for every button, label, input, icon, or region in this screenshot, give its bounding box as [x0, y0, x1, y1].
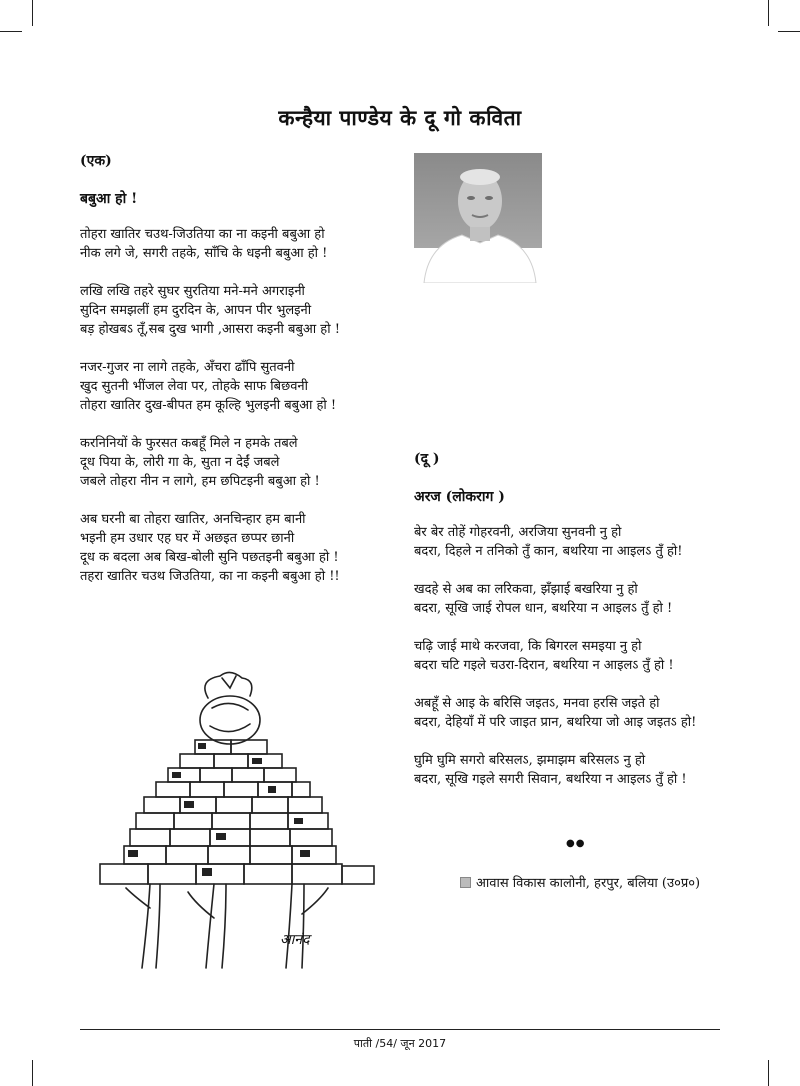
poem-line: बदरा चटि गइले चउरा-दिरान, बथरिया न आइलऽ तुँ हो ! — [414, 658, 674, 673]
poem-two-stanza — [414, 580, 744, 618]
crop-mark — [0, 31, 22, 32]
poem-line: सुदिन समझलीं हम दुरदिन के, आपन पीर भुलइनी — [80, 303, 312, 318]
poem-line: घुमि घुमि सगरो बरिसलऽ, झमाझम बरिसलऽ नु हो — [414, 753, 646, 768]
stanza-separator: ●● — [566, 838, 586, 849]
author-photo — [414, 153, 542, 283]
poem-line: चढ़ि जाई माथे करजवा, कि बिगरल समइया नु हो — [414, 639, 642, 654]
poem-line: तहरा खातिर चउथ जिउतिया, का ना कइनी बबुआ हो !! — [80, 569, 340, 584]
poem-line: खुद सुतनी भींजल लेवा पर, तोहके साफ बिछवनी — [80, 379, 309, 394]
poem-one-stanza — [80, 434, 410, 491]
poem-line: बेर बेर तोहें गोहरवनी, अरजिया सुनवनी नु हो — [414, 525, 622, 540]
poem-line: तोहरा खातिर चउथ-जिउतिया का ना कइनी बबुआ हो — [80, 227, 325, 242]
poem-line: बदरा, सूखि जाई रोपल धान, बथरिया न आइलऽ तुँ हो ! — [414, 601, 673, 616]
poem-one-title: बबुआ हो ! — [80, 191, 138, 207]
brick-layer — [100, 740, 374, 884]
crop-mark — [32, 1060, 33, 1086]
poem-two-title: अरज (लोकराग ) — [414, 489, 505, 505]
square-bullet-icon — [460, 877, 471, 888]
poem-one-stanza — [80, 225, 410, 263]
poem-line: नीक लगे जे, सगरी तहके, साँचि के धइनी बबुआ हो ! — [80, 246, 328, 261]
poem-one-label: (एक) — [80, 153, 112, 169]
poem-two-stanza — [414, 523, 744, 561]
poem-two-stanza — [414, 694, 744, 732]
poem-line: नजर-गुजर ना लागे तहके, अँचरा ढाँपि सुतवनी — [80, 360, 295, 375]
crop-mark — [32, 0, 33, 26]
poem-line: भइनी हम उधार एह घर में अछइत छप्पर छानी — [80, 531, 295, 546]
poem-line: लखि लखि तहरे सुघर सुरतिया मने-मने अगराइनी — [80, 284, 305, 299]
poem-line: अब घरनी बा तोहरा खातिर, अनचिन्हार हम बानी — [80, 512, 306, 527]
poem-one-stanza — [80, 358, 410, 415]
poem-line: बदरा, देहियाँ में परि जाइत प्रान, बथरिया जो आइ जइतऽ हो! — [414, 715, 697, 730]
poem-line: बड़ होखबऽ तूँ,सब दुख भागी ,आसरा कइनी बबुआ हो ! — [80, 322, 340, 337]
poem-line: अबहूँ से आइ के बरिसि जइतऽ, मनवा हरसि जइते हो — [414, 696, 660, 711]
footer-rule — [80, 1029, 720, 1030]
poem-line: तोहरा खातिर दुख-बीपत हम कूल्हि भुलइनी बबुआ हो ! — [80, 398, 337, 413]
page-footer: पाती /54/ जून 2017 — [353, 1037, 447, 1050]
poem-line: खदहे से अब का लरिकवा, झँझाई बखरिया नु हो — [414, 582, 638, 597]
brick-tower-sketch — [80, 668, 380, 978]
crop-mark — [778, 31, 800, 32]
sketch-signature: आनंद — [280, 932, 310, 948]
poem-line: बदरा, सूखि गइले सगरी सिवान, बथरिया न आइलऽ तुँ हो ! — [414, 772, 687, 787]
crop-mark — [768, 1060, 769, 1086]
poem-two-label: (दू ) — [414, 451, 440, 467]
poem-two-stanza — [414, 637, 744, 675]
author-address — [460, 873, 700, 891]
poem-one-stanza — [80, 510, 410, 586]
crop-mark — [768, 0, 769, 26]
poem-two-stanza — [414, 751, 744, 789]
address-text: आवास विकास कालोनी, हरपुर, बलिया (उ०प्र०) — [476, 876, 701, 891]
poem-line: बदरा, दिहले न तनिको तुँ कान, बथरिया ना आइलऽ तुँ हो! — [414, 544, 683, 559]
poem-line: करनिनियों के फुरसत कबहूँ मिले न हमके तबले — [80, 436, 298, 451]
poem-two — [414, 450, 744, 789]
poem-one — [80, 152, 410, 586]
poem-one-stanza — [80, 282, 410, 339]
poem-line: जबले तोहरा नीन न लागे, हम छपिटइनी बबुआ हो ! — [80, 474, 320, 489]
poem-line: दूध पिया के, लोरी गा के, सुता न देईं जबले — [80, 455, 280, 470]
page-title: कन्हैया पाण्डेय के दू गो कविता — [278, 106, 522, 130]
poem-line: दूध क बदला अब बिख-बोली सुनि पछतइनी बबुआ हो ! — [80, 550, 339, 565]
